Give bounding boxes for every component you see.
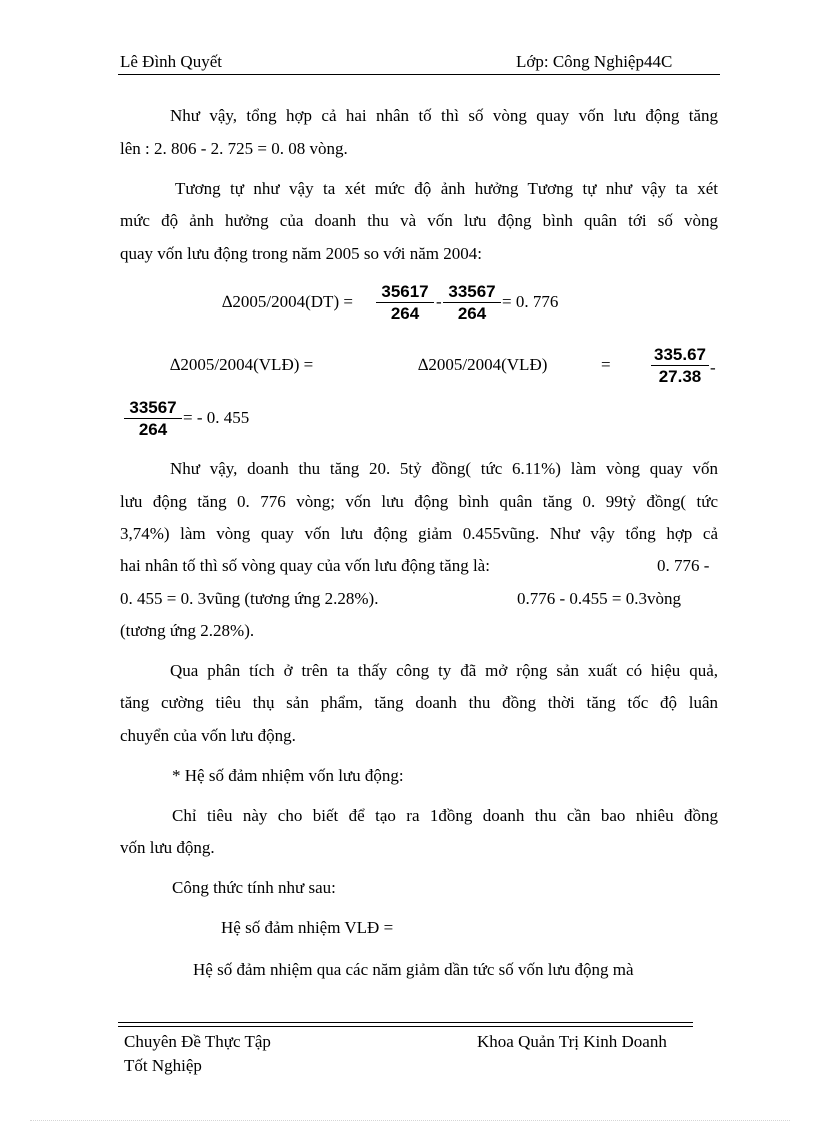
- paragraph-line: Chỉ tiêu này cho biết để tạo ra 1đồng doanh thu cần bao nhiêu đồng: [172, 806, 718, 825]
- eq2-equals: =: [601, 355, 611, 374]
- paragraph-line: 3,74%) làm vòng quay vốn lưu động giảm 0.455vũng. Như vậy tổng hợp cả: [120, 524, 718, 543]
- eq2-fraction-1-numerator: 335.67: [651, 345, 709, 366]
- paragraph-line: Tương tự như vậy ta xét mức độ ảnh hưởng Tương tự như vậy ta xét: [175, 179, 718, 198]
- page-edge-dotted-line: [30, 1120, 790, 1121]
- eq1-fraction-1-numerator: 35617: [376, 282, 434, 303]
- eq2-fraction-1-denominator: 27.38: [658, 367, 702, 386]
- eq2-label-1: ∆2005/2004(VLĐ) =: [170, 355, 314, 374]
- eq1-fraction-1: [376, 282, 434, 323]
- paragraph-line: Qua phân tích ở trên ta thấy công ty đã mở rộng sản xuất có hiệu quả,: [170, 661, 718, 680]
- header-class: Lớp: Công Nghiệp44C: [516, 52, 673, 71]
- eq2-fraction-2: [124, 398, 182, 439]
- paragraph-line: mức độ ảnh hưởng của doanh thu và vốn lưu động bình quân tới số vòng: [120, 211, 718, 230]
- footer-rule-thick: [118, 1022, 693, 1023]
- section-heading: * Hệ số đảm nhiệm vốn lưu động:: [172, 766, 404, 785]
- eq1-label: ∆2005/2004(DT) =: [222, 292, 353, 311]
- paragraph-line: Như vậy, doanh thu tăng 20. 5tỷ đồng( tức 6.11%) làm vòng quay vốn: [170, 459, 718, 478]
- paragraph-line: 0. 776 -: [657, 556, 710, 575]
- eq1-fraction-2-denominator: 264: [457, 304, 487, 323]
- eq2-result: = - 0. 455: [183, 408, 250, 427]
- eq2-fraction-1: [651, 345, 709, 386]
- eq2-fraction-2-denominator: 264: [138, 420, 168, 439]
- footer-right: Khoa Quản Trị Kinh Doanh: [477, 1032, 667, 1051]
- eq1-fraction-2-numerator: 33567: [443, 282, 501, 303]
- eq1-fraction-2: [443, 282, 501, 323]
- paragraph-line: Như vậy, tổng hợp cả hai nhân tố thì số vòng quay vốn lưu động tăng: [170, 106, 718, 125]
- footer-rule-thin: [118, 1026, 693, 1027]
- paragraph-line: lưu động tăng 0. 776 vòng; vốn lưu động bình quân tăng 0. 99tỷ đồng( tức: [120, 492, 718, 511]
- paragraph-line: (tương ứng 2.28%).: [120, 621, 255, 640]
- paragraph-line: quay vốn lưu động trong năm 2005 so với năm 2004:: [120, 244, 482, 263]
- paragraph-line: tăng cường tiêu thụ sản phẩm, tăng doanh thu đồng thời tăng tốc độ luân: [120, 693, 718, 712]
- paragraph-line: 0. 455 = 0. 3vũng (tương ứng 2.28%).: [120, 589, 379, 608]
- paragraph-line: vốn lưu động.: [120, 838, 215, 857]
- paragraph-line: Hệ số đảm nhiệm qua các năm giảm dần tức số vốn lưu động mà: [193, 960, 634, 979]
- footer-left-line-2: Tốt Nghiệp: [124, 1056, 202, 1075]
- eq1-result: = 0. 776: [502, 292, 559, 311]
- eq2-label-2: ∆2005/2004(VLĐ): [418, 355, 548, 374]
- eq2-fraction-2-numerator: 33567: [124, 398, 182, 419]
- footer-left-line-1: Chuyên Đề Thực Tập: [124, 1032, 271, 1051]
- paragraph-line: chuyển của vốn lưu động.: [120, 726, 296, 745]
- header-rule: [118, 74, 720, 75]
- header-author: Lê Đình Quyết: [120, 52, 222, 71]
- paragraph-line: hai nhân tố thì số vòng quay của vốn lưu động tăng là:: [120, 556, 490, 575]
- paragraph-line: 0.776 - 0.455 = 0.3vòng: [517, 589, 681, 608]
- eq2-minus: -: [710, 358, 716, 377]
- eq1-minus: -: [436, 292, 442, 311]
- formula-line: Hệ số đảm nhiệm VLĐ =: [221, 918, 394, 937]
- eq1-fraction-1-denominator: 264: [390, 304, 420, 323]
- paragraph-line: lên : 2. 806 - 2. 725 = 0. 08 vòng.: [120, 139, 348, 158]
- paragraph-line: Công thức tính như sau:: [172, 878, 336, 897]
